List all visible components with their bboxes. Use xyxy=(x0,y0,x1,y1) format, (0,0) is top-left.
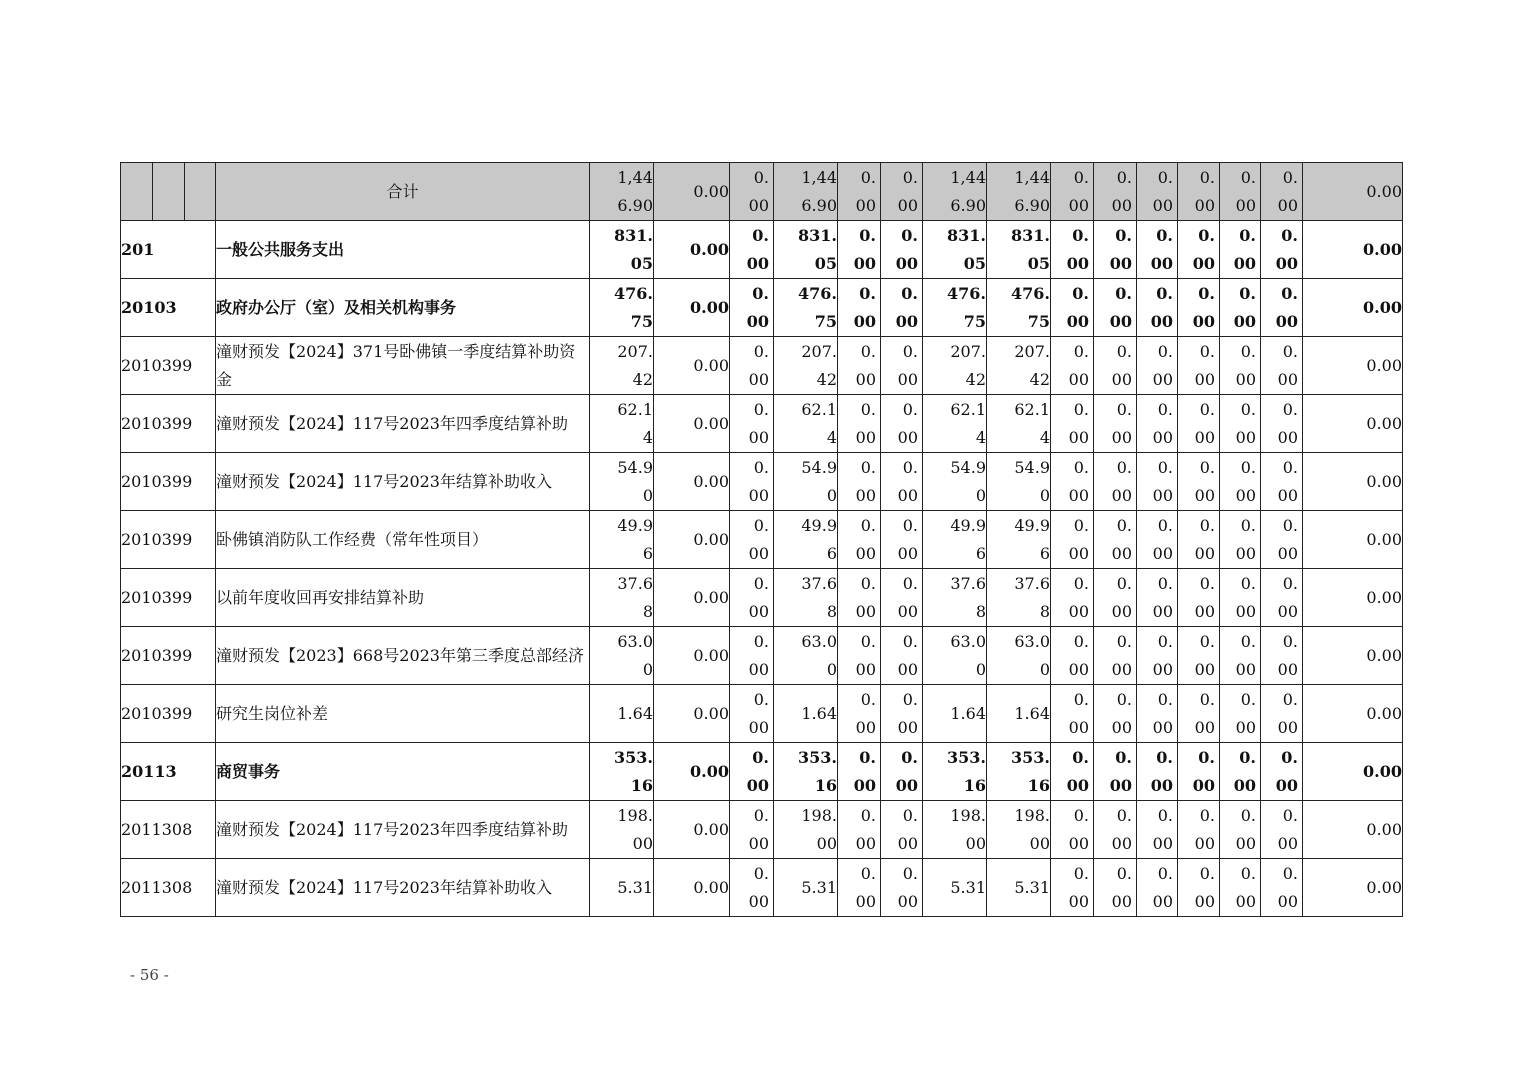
amount-cell-4: 49.9 6 xyxy=(774,511,838,569)
amount-cell-4: 62.1 4 xyxy=(774,395,838,453)
page-number: - 56 - xyxy=(130,966,169,984)
amount-cell-7: 353. 16 xyxy=(923,743,987,801)
amount-cell-10: 0. 00 xyxy=(1094,395,1137,453)
amount-cell-14: 0. 00 xyxy=(1261,453,1303,511)
subject-name: 政府办公厅（室）及相关机构事务 xyxy=(216,279,590,337)
total-amount-cell-3: 0. 00 xyxy=(730,163,774,221)
amount-cell-5: 0. 00 xyxy=(838,279,881,337)
amount-cell-5: 0. 00 xyxy=(838,395,881,453)
amount-cell-4: 5.31 xyxy=(774,859,838,917)
amount-cell-8: 476. 75 xyxy=(987,279,1051,337)
amount-cell-9: 0. 00 xyxy=(1051,395,1094,453)
amount-cell-1: 1.64 xyxy=(590,685,654,743)
amount-cell-12: 0. 00 xyxy=(1178,685,1220,743)
amount-cell-8: 63.0 0 xyxy=(987,627,1051,685)
amount-cell-13: 0. 00 xyxy=(1220,279,1261,337)
amount-cell-1: 5.31 xyxy=(590,859,654,917)
subject-name: 卧佛镇消防队工作经费（常年性项目） xyxy=(216,511,590,569)
table-row xyxy=(121,221,1403,279)
total-amount-cell-5: 0. 00 xyxy=(838,163,881,221)
amount-cell-8: 37.6 8 xyxy=(987,569,1051,627)
amount-cell-13: 0. 00 xyxy=(1220,337,1261,395)
amount-cell-4: 831. 05 xyxy=(774,221,838,279)
amount-cell-10: 0. 00 xyxy=(1094,627,1137,685)
subject-code: 2010399 xyxy=(121,627,216,685)
table-row xyxy=(121,511,1403,569)
amount-cell-12: 0. 00 xyxy=(1178,743,1220,801)
table-row xyxy=(121,569,1403,627)
amount-cell-15: 0.00 xyxy=(1303,221,1403,279)
total-amount-cell-13: 0. 00 xyxy=(1220,163,1261,221)
amount-cell-9: 0. 00 xyxy=(1051,453,1094,511)
amount-cell-10: 0. 00 xyxy=(1094,743,1137,801)
amount-cell-8: 49.9 6 xyxy=(987,511,1051,569)
table-row xyxy=(121,395,1403,453)
table-row xyxy=(121,627,1403,685)
amount-cell-14: 0. 00 xyxy=(1261,511,1303,569)
subject-code: 20103 xyxy=(121,279,216,337)
amount-cell-14: 0. 00 xyxy=(1261,395,1303,453)
amount-cell-3: 0. 00 xyxy=(730,743,774,801)
amount-cell-13: 0. 00 xyxy=(1220,859,1261,917)
amount-cell-8: 198. 00 xyxy=(987,801,1051,859)
amount-cell-12: 0. 00 xyxy=(1178,221,1220,279)
amount-cell-11: 0. 00 xyxy=(1137,627,1178,685)
amount-cell-9: 0. 00 xyxy=(1051,859,1094,917)
amount-cell-14: 0. 00 xyxy=(1261,859,1303,917)
subject-name: 潼财预发【2024】117号2023年结算补助收入 xyxy=(216,453,590,511)
table-row xyxy=(121,801,1403,859)
amount-cell-5: 0. 00 xyxy=(838,221,881,279)
amount-cell-7: 62.1 4 xyxy=(923,395,987,453)
amount-cell-3: 0. 00 xyxy=(730,859,774,917)
amount-cell-7: 63.0 0 xyxy=(923,627,987,685)
amount-cell-1: 37.6 8 xyxy=(590,569,654,627)
amount-cell-3: 0. 00 xyxy=(730,279,774,337)
amount-cell-7: 198. 00 xyxy=(923,801,987,859)
amount-cell-5: 0. 00 xyxy=(838,627,881,685)
amount-cell-3: 0. 00 xyxy=(730,453,774,511)
total-amount-cell-7: 1,44 6.90 xyxy=(923,163,987,221)
amount-cell-11: 0. 00 xyxy=(1137,221,1178,279)
amount-cell-7: 49.9 6 xyxy=(923,511,987,569)
subject-code: 2011308 xyxy=(121,859,216,917)
subject-code: 2010399 xyxy=(121,569,216,627)
amount-cell-3: 0. 00 xyxy=(730,395,774,453)
total-amount-cell-11: 0. 00 xyxy=(1137,163,1178,221)
total-amount-cell-10: 0. 00 xyxy=(1094,163,1137,221)
table-row xyxy=(121,337,1403,395)
amount-cell-6: 0. 00 xyxy=(881,453,923,511)
amount-cell-14: 0. 00 xyxy=(1261,337,1303,395)
amount-cell-11: 0. 00 xyxy=(1137,453,1178,511)
amount-cell-6: 0. 00 xyxy=(881,279,923,337)
amount-cell-8: 1.64 xyxy=(987,685,1051,743)
amount-cell-14: 0. 00 xyxy=(1261,221,1303,279)
amount-cell-13: 0. 00 xyxy=(1220,395,1261,453)
amount-cell-11: 0. 00 xyxy=(1137,279,1178,337)
amount-cell-3: 0. 00 xyxy=(730,337,774,395)
amount-cell-5: 0. 00 xyxy=(838,337,881,395)
amount-cell-12: 0. 00 xyxy=(1178,569,1220,627)
subject-name: 潼财预发【2024】117号2023年结算补助收入 xyxy=(216,859,590,917)
amount-cell-11: 0. 00 xyxy=(1137,859,1178,917)
amount-cell-7: 476. 75 xyxy=(923,279,987,337)
amount-cell-9: 0. 00 xyxy=(1051,279,1094,337)
amount-cell-9: 0. 00 xyxy=(1051,569,1094,627)
amount-cell-13: 0. 00 xyxy=(1220,221,1261,279)
amount-cell-11: 0. 00 xyxy=(1137,685,1178,743)
total-amount-cell-2: 0.00 xyxy=(654,163,730,221)
amount-cell-9: 0. 00 xyxy=(1051,221,1094,279)
amount-cell-1: 353. 16 xyxy=(590,743,654,801)
amount-cell-9: 0. 00 xyxy=(1051,511,1094,569)
amount-cell-10: 0. 00 xyxy=(1094,569,1137,627)
total-amount-cell-12: 0. 00 xyxy=(1178,163,1220,221)
amount-cell-13: 0. 00 xyxy=(1220,511,1261,569)
amount-cell-2: 0.00 xyxy=(654,395,730,453)
table-row xyxy=(121,279,1403,337)
amount-cell-15: 0.00 xyxy=(1303,453,1403,511)
header-spacer-cell xyxy=(121,163,153,221)
amount-cell-2: 0.00 xyxy=(654,511,730,569)
table-row xyxy=(121,685,1403,743)
amount-cell-7: 831. 05 xyxy=(923,221,987,279)
amount-cell-1: 63.0 0 xyxy=(590,627,654,685)
amount-cell-4: 207. 42 xyxy=(774,337,838,395)
amount-cell-11: 0. 00 xyxy=(1137,395,1178,453)
amount-cell-13: 0. 00 xyxy=(1220,453,1261,511)
amount-cell-10: 0. 00 xyxy=(1094,801,1137,859)
amount-cell-8: 62.1 4 xyxy=(987,395,1051,453)
total-row xyxy=(121,163,1403,221)
amount-cell-2: 0.00 xyxy=(654,279,730,337)
subject-name: 潼财预发【2024】371号卧佛镇一季度结算补助资金 xyxy=(216,337,590,395)
amount-cell-9: 0. 00 xyxy=(1051,743,1094,801)
amount-cell-1: 476. 75 xyxy=(590,279,654,337)
amount-cell-5: 0. 00 xyxy=(838,801,881,859)
amount-cell-10: 0. 00 xyxy=(1094,453,1137,511)
amount-cell-12: 0. 00 xyxy=(1178,859,1220,917)
amount-cell-8: 353. 16 xyxy=(987,743,1051,801)
amount-cell-12: 0. 00 xyxy=(1178,453,1220,511)
amount-cell-13: 0. 00 xyxy=(1220,743,1261,801)
amount-cell-14: 0. 00 xyxy=(1261,743,1303,801)
amount-cell-15: 0.00 xyxy=(1303,685,1403,743)
amount-cell-15: 0.00 xyxy=(1303,511,1403,569)
amount-cell-10: 0. 00 xyxy=(1094,859,1137,917)
amount-cell-7: 5.31 xyxy=(923,859,987,917)
amount-cell-13: 0. 00 xyxy=(1220,801,1261,859)
subject-name: 一般公共服务支出 xyxy=(216,221,590,279)
amount-cell-1: 54.9 0 xyxy=(590,453,654,511)
table-row xyxy=(121,453,1403,511)
amount-cell-7: 207. 42 xyxy=(923,337,987,395)
amount-cell-6: 0. 00 xyxy=(881,569,923,627)
amount-cell-6: 0. 00 xyxy=(881,685,923,743)
table-row xyxy=(121,859,1403,917)
amount-cell-2: 0.00 xyxy=(654,859,730,917)
amount-cell-6: 0. 00 xyxy=(881,801,923,859)
amount-cell-2: 0.00 xyxy=(654,801,730,859)
amount-cell-9: 0. 00 xyxy=(1051,627,1094,685)
amount-cell-12: 0. 00 xyxy=(1178,627,1220,685)
amount-cell-2: 0.00 xyxy=(654,337,730,395)
total-amount-cell-8: 1,44 6.90 xyxy=(987,163,1051,221)
amount-cell-6: 0. 00 xyxy=(881,221,923,279)
amount-cell-9: 0. 00 xyxy=(1051,801,1094,859)
amount-cell-4: 1.64 xyxy=(774,685,838,743)
amount-cell-8: 5.31 xyxy=(987,859,1051,917)
amount-cell-2: 0.00 xyxy=(654,453,730,511)
amount-cell-2: 0.00 xyxy=(654,627,730,685)
total-label: 合计 xyxy=(216,163,590,221)
amount-cell-6: 0. 00 xyxy=(881,859,923,917)
amount-cell-15: 0.00 xyxy=(1303,627,1403,685)
amount-cell-10: 0. 00 xyxy=(1094,279,1137,337)
amount-cell-11: 0. 00 xyxy=(1137,801,1178,859)
total-amount-cell-9: 0. 00 xyxy=(1051,163,1094,221)
amount-cell-3: 0. 00 xyxy=(730,685,774,743)
amount-cell-2: 0.00 xyxy=(654,685,730,743)
subject-code: 2011308 xyxy=(121,801,216,859)
amount-cell-14: 0. 00 xyxy=(1261,627,1303,685)
amount-cell-12: 0. 00 xyxy=(1178,801,1220,859)
amount-cell-8: 831. 05 xyxy=(987,221,1051,279)
amount-cell-15: 0.00 xyxy=(1303,395,1403,453)
amount-cell-6: 0. 00 xyxy=(881,743,923,801)
amount-cell-1: 62.1 4 xyxy=(590,395,654,453)
amount-cell-10: 0. 00 xyxy=(1094,511,1137,569)
amount-cell-12: 0. 00 xyxy=(1178,511,1220,569)
amount-cell-14: 0. 00 xyxy=(1261,801,1303,859)
subject-name: 以前年度收回再安排结算补助 xyxy=(216,569,590,627)
subject-code: 201 xyxy=(121,221,216,279)
amount-cell-2: 0.00 xyxy=(654,221,730,279)
amount-cell-7: 37.6 8 xyxy=(923,569,987,627)
amount-cell-5: 0. 00 xyxy=(838,569,881,627)
amount-cell-2: 0.00 xyxy=(654,569,730,627)
amount-cell-6: 0. 00 xyxy=(881,511,923,569)
subject-name: 潼财预发【2023】668号2023年第三季度总部经济 xyxy=(216,627,590,685)
amount-cell-3: 0. 00 xyxy=(730,801,774,859)
amount-cell-2: 0.00 xyxy=(654,743,730,801)
amount-cell-5: 0. 00 xyxy=(838,743,881,801)
amount-cell-1: 207. 42 xyxy=(590,337,654,395)
subject-code: 2010399 xyxy=(121,511,216,569)
amount-cell-15: 0.00 xyxy=(1303,337,1403,395)
total-amount-cell-15: 0.00 xyxy=(1303,163,1403,221)
amount-cell-15: 0.00 xyxy=(1303,859,1403,917)
amount-cell-3: 0. 00 xyxy=(730,221,774,279)
subject-code: 2010399 xyxy=(121,337,216,395)
amount-cell-13: 0. 00 xyxy=(1220,685,1261,743)
amount-cell-3: 0. 00 xyxy=(730,511,774,569)
amount-cell-5: 0. 00 xyxy=(838,453,881,511)
amount-cell-14: 0. 00 xyxy=(1261,685,1303,743)
amount-cell-13: 0. 00 xyxy=(1220,627,1261,685)
amount-cell-5: 0. 00 xyxy=(838,685,881,743)
total-amount-cell-6: 0. 00 xyxy=(881,163,923,221)
amount-cell-8: 207. 42 xyxy=(987,337,1051,395)
amount-cell-10: 0. 00 xyxy=(1094,221,1137,279)
amount-cell-6: 0. 00 xyxy=(881,395,923,453)
subject-code: 2010399 xyxy=(121,395,216,453)
amount-cell-12: 0. 00 xyxy=(1178,279,1220,337)
amount-cell-7: 1.64 xyxy=(923,685,987,743)
amount-cell-12: 0. 00 xyxy=(1178,395,1220,453)
subject-name: 潼财预发【2024】117号2023年四季度结算补助 xyxy=(216,801,590,859)
amount-cell-6: 0. 00 xyxy=(881,627,923,685)
table-row xyxy=(121,743,1403,801)
amount-cell-8: 54.9 0 xyxy=(987,453,1051,511)
amount-cell-15: 0.00 xyxy=(1303,569,1403,627)
amount-cell-4: 198. 00 xyxy=(774,801,838,859)
header-spacer-cell xyxy=(185,163,216,221)
budget-table xyxy=(120,162,1403,917)
amount-cell-15: 0.00 xyxy=(1303,801,1403,859)
total-amount-cell-1: 1,44 6.90 xyxy=(590,163,654,221)
amount-cell-6: 0. 00 xyxy=(881,337,923,395)
amount-cell-1: 198. 00 xyxy=(590,801,654,859)
amount-cell-11: 0. 00 xyxy=(1137,743,1178,801)
amount-cell-3: 0. 00 xyxy=(730,569,774,627)
subject-name: 研究生岗位补差 xyxy=(216,685,590,743)
amount-cell-3: 0. 00 xyxy=(730,627,774,685)
amount-cell-1: 49.9 6 xyxy=(590,511,654,569)
total-amount-cell-4: 1,44 6.90 xyxy=(774,163,838,221)
amount-cell-12: 0. 00 xyxy=(1178,337,1220,395)
amount-cell-15: 0.00 xyxy=(1303,743,1403,801)
subject-name: 潼财预发【2024】117号2023年四季度结算补助 xyxy=(216,395,590,453)
amount-cell-15: 0.00 xyxy=(1303,279,1403,337)
subject-code: 2010399 xyxy=(121,453,216,511)
amount-cell-5: 0. 00 xyxy=(838,511,881,569)
amount-cell-4: 54.9 0 xyxy=(774,453,838,511)
amount-cell-11: 0. 00 xyxy=(1137,511,1178,569)
total-amount-cell-14: 0. 00 xyxy=(1261,163,1303,221)
amount-cell-4: 476. 75 xyxy=(774,279,838,337)
subject-name: 商贸事务 xyxy=(216,743,590,801)
amount-cell-7: 54.9 0 xyxy=(923,453,987,511)
amount-cell-9: 0. 00 xyxy=(1051,337,1094,395)
amount-cell-4: 353. 16 xyxy=(774,743,838,801)
amount-cell-14: 0. 00 xyxy=(1261,569,1303,627)
amount-cell-13: 0. 00 xyxy=(1220,569,1261,627)
amount-cell-11: 0. 00 xyxy=(1137,569,1178,627)
subject-code: 20113 xyxy=(121,743,216,801)
header-spacer-cell xyxy=(153,163,185,221)
amount-cell-5: 0. 00 xyxy=(838,859,881,917)
amount-cell-4: 37.6 8 xyxy=(774,569,838,627)
amount-cell-14: 0. 00 xyxy=(1261,279,1303,337)
amount-cell-1: 831. 05 xyxy=(590,221,654,279)
amount-cell-9: 0. 00 xyxy=(1051,685,1094,743)
amount-cell-4: 63.0 0 xyxy=(774,627,838,685)
amount-cell-11: 0. 00 xyxy=(1137,337,1178,395)
subject-code: 2010399 xyxy=(121,685,216,743)
amount-cell-10: 0. 00 xyxy=(1094,337,1137,395)
amount-cell-10: 0. 00 xyxy=(1094,685,1137,743)
